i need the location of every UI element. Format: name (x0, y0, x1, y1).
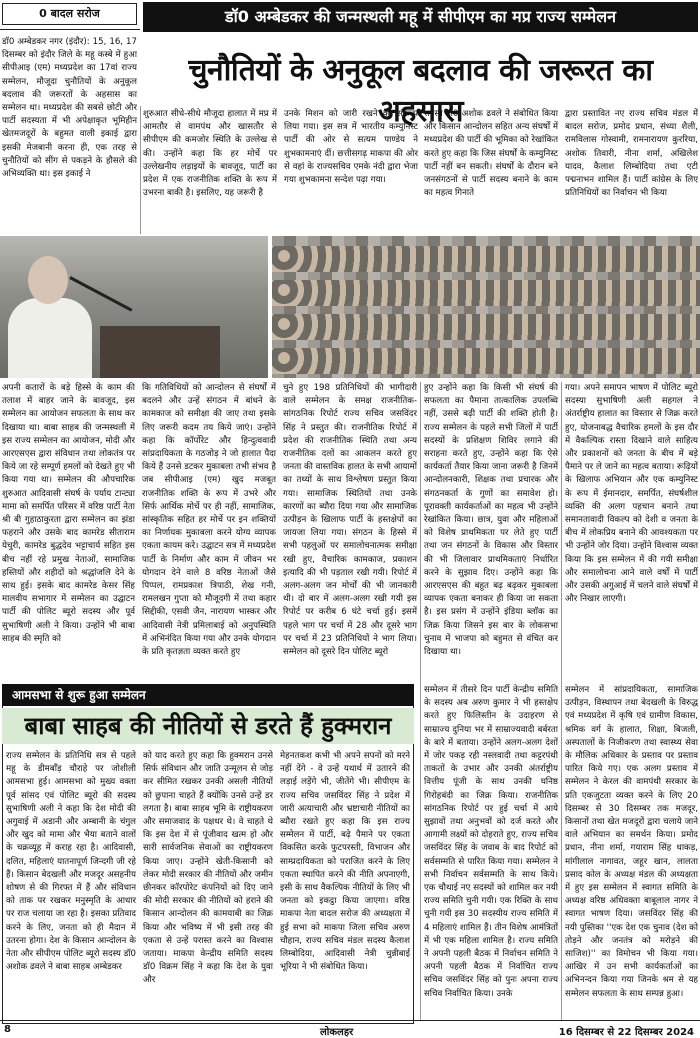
audience-photo (272, 236, 700, 378)
box-column-1: राज्य सम्मेलन के प्रतिनिधि सत्र से पहले महू के डीमबाँड़ चौराहे पर जोशीली आमसभा हुई। आमसभा को मुख्य वक्ता पूर्व सांसद एवं पोलिट ब्यूरो की सदस्य सुभाषिणी अली ने कहा कि देश मोदी की अगुवाई में अडानी और अम्बानी के चंगुल और खुद को मामा और भैया बताने वालों के चक्रव्यूह में कराह रहा है। आदिवासी, दलित, महिलाएं यातनापूर्ण जिन्दगी जी रहे हैं। किसान बेदखली और मजदूर असहनीय शोषण से की गिरफ्त में हैं और संविधान को ताक पर रखकर मनुस्मृति के आधार पर राज चलाया जा रहा है। इसका प्रतिवाद करने के लिए, जनता को ही मैदान में उतरना होगा। देश के किसान आन्दोलन के नेता और सीपीएम पोलिट ब्यूरो सदस्य डॉ0 अशोक ढवले ने बाबा साहब अम्बेडकर (6, 751, 136, 973)
column-rule (420, 382, 421, 1020)
page-number: 8 (4, 1024, 11, 1035)
divider (0, 29, 140, 30)
article-column-6: कि गतिविधियों को आन्दोलन से संघर्षों में बदलने और उन्हें संगठन में बांधने के कामकाज को समीक्षा की जाए तथा इसके लिए जरूरी कदम तय किये जाएं। उन्होंने कहा कि कॉर्पोरेट और हिन्दुत्ववादी सांप्रदायिकता के गठजोड़ ने जो हालात पैदा किये हैं उनसे डटकर मुकाबला तभी संभव है जब सीपीआइ (एम) खुद मजबूत राजनीतिक शक्ति के रूप में उभरे और सिर्फ आर्थिक मोर्चे पर ही नहीं, सामाजिक, सांस्कृतिक सहित हर मोर्चे पर इन शक्तियों का निर्णायक मुकाबला करने योग्य व्यापक एकता कायम करे। उद्घाटन सत्र में मध्यप्रदेश पार्टी के निर्माण और काम में जीवन भर योगदान देने वाले 8 वरिष्ठ नेताओं जैसे पिप्पल, रामप्रकाश त्रिपाठी, शेख गनी, रामलखन गुप्ता को मौजूदगी में तथा कहार सिद्दीकी, एसवी जैन, नारायण भास्कर और आदिवासी नेत्री प्रमिलाबाई को अनुपस्थिति में अभिनंदित किया गया और उनके योगदान के प्रति कृतज्ञता व्यक्त करते हुए (142, 383, 276, 658)
crowd-row (272, 348, 700, 374)
article-column-4: द्वारा प्रस्तावित नए राज्य सचिव मंडल में बादल सरोज, प्रमोद प्रधान, संध्या शैली, रामविलास गोस्वामी, रामनारायण कुररिया, अशोक तिवारी, नीना शर्मा, अखिलेश यादव, कैलाश लिम्बोदिया तथा एटी पद्मनाभन शामिल हैं। पार्टी कांग्रेस के लिए प्रतिनिधियों का निर्वाचन भी किया (565, 109, 698, 199)
crowd-row (272, 314, 700, 340)
podium (100, 326, 220, 378)
box-column-3: मेहनतकश कभी भी अपने सपनों को मरने नहीं देंगे - वे उन्हें यथार्थ में उतारने की लड़ाई लड़ेंगे भी, जीतेंगे भी। सीपीएम के राज्य सचिव जसविंदर सिंह ने प्रदेश में जारी अत्याचारी और भ्रष्टाचारी नीतियों का ब्यौरा रखते हुए कहा कि इस राज्य सम्मेलन में पार्टी, बढ़े पैमाने पर एकता विकसित करके फुटपरस्ती, विभाजन और साम्प्रदायिकता को पराजित करने के लिए एकता स्थापित करने की नीति अपनाएगी, इसी के साथ वैकल्पिक नीतियों के लिए भी जनता को इकट्ठा किया जाएगा। वरिष्ठ माकपा नेता बादल सरोज की अध्यक्षता में हुई सभा को माकपा जिला सचिव अरुण चौहान, राज्य सचिव मंडल सदस्य कैलाश लिम्बोदिया, आदिवासी नेत्री चुन्नीबाई भूरिया ने भी संबोधित किया। (280, 751, 410, 973)
page-footer (0, 1020, 700, 1038)
article-column-11: सम्मेलन में सांप्रदायिकता, सामाजिक उत्पीड़न, विस्थापन तथा बेदखली के विरुद्ध एवं मध्यप्रदेश में कृषि एवं ग्रामीण विकास, श्रमिक वर्ग के हालात, शिक्षा, बिजली, अस्पतालों के निजीकरण तथा स्वास्थ्य सेवा के मौलिक अधिकार के प्रस्ताव पर प्रस्ताव पारित किये गए। एक अलग प्रस्ताव में सम्मेलन ने केरल की वामपंथी सरकार के प्रति एकजुटता व्यक्त करने के लिए 20 दिसम्बर से 30 दिसम्बर तक मजदूर, किसानों तथा खेत मजदूरों द्वारा चलाये जाने वाले अभियान का समर्थन किया। प्रमोद प्रधान, नीना शर्मा, गयाराम सिंह धाकड़, मांगीलाल नागावत, जहूर खान, लालता प्रसाद कोल के अध्यक्ष मंडल की अध्यक्षता में हुए इस सम्मेलन में स्वागत समिति के अध्यक्ष वरिष्ठ अधिवक्ता बाबूलाल नागर ने स्वागत भाषण दिया। जसविंदर सिंह की नयी पुस्तिका ''एक देश एक चुनाव (देश को तोड़ने और जनतंत्र को मरोड़ने की साजिश)'' का विमोचन भी किया गया। आखिर में उन सभी कार्यकर्ताओं का अभिनन्दन किया गया जिनके श्रम से यह सम्मेलन सफलता के साथ सम्पन्न हुआ। (565, 685, 698, 999)
article-column-10: सम्मेलन में तीसरे दिन पार्टी केन्द्रीय समिति के सदस्य अब अरुण कुमार ने भी हस्तक्षेप करते हुए फिलिस्तीन के उदाहरण से साम्राज्य दुनिया भर में साम्राज्यवादी बर्बरता के बारे में बताया। उन्होंने अलग-अलग देशों में जोर पकड़ रही नस्लवादी तथा कट्टरपंथी ताकतों के उभार और उनकी अंतर्राष्ट्रीय वित्तीय पूंजी के साथ उनकी घनिष्ठ गिरोहबंदी का जिक्र किया। राजनीतिक सांगठनिक रिपोर्ट पर हुई चर्चा में आये सुझावों तथा अनुभवों को दर्ज करते और आगामी लक्ष्यों को दोहराते हुए, राज्य सचिव जसविंदर सिंह के जवाब के बाद रिपोर्ट को सर्वसम्मति से पारित किया गया। सम्मेलन ने सभी निर्वाचन सर्वसम्मति के साथ किये। एक चौथाई नए सदस्यों को शामिल कर नयी राज्य समिति चुनी गयी। एक रिक्ति के साथ चुनी गयी इस 30 सदस्यीय राज्य समिति में 4 महिलाएं शामिल हैं। तीन विशेष आमंत्रितों में भी एक महिला शामिल है। राज्य समिति ने अपनी पहली बैठक में निर्वाचन समिति ने अपनी पहली बैठक में निर्वाचित राज्य सचिव जसविंदर सिंह को पुनः अपना राज्य सचिव निर्वाचित किया। उनके (424, 685, 558, 999)
paper-name: लोकलहर (320, 1027, 354, 1038)
box-column-2: को याद करते हुए कहा कि हुक्मरान उनसे सिर्फ संविधान और जाति उन्मूलन से जोड़ कर सीमित रखकर उनकी असली नीतियों को छुपाना चाहते हैं क्योंकि उनसे उन्हें डर लगता है। बाबा साहब भूमि के राष्ट्रीयकरण और समाजवाद के पक्षधर थे। वे चाहते थे कि इस देश में से पूंजीवाद खत्म हो और सारी सार्वजनिक सेवाओं का राष्ट्रीयकरण किया जाए। उन्होंने खेती-किसानी को लेकर मोदी सरकार की नीतियों और जमीन छीनकर कॉरपोरेट कंपनियों को दिए जाने की मोदी सरकार की नीतियों को हराने की किसान आन्दोलन की कामयाबी का जिक्र किया और भविष्य में भी इसी तरह की एकता से उन्हें परास्त करने का विश्वास जताया। माकपा केन्द्रीय समिति सदस्य डॉ0 विक्रम सिंह ने कहा कि देश के युवा और (143, 751, 273, 986)
speaker-head (28, 256, 68, 304)
column-rule (561, 382, 562, 1020)
issue-date: 16 दिसम्बर से 22 दिसम्बर 2024 (558, 1027, 694, 1038)
top-banner: डॉ0 अम्बेडकर की जन्मस्थली महू में सीपीएम का मप्र राज्य सम्मेलन (143, 2, 698, 32)
headline: चुनौतियों के अनुकूल बदलाव की जरूरत का अहसास (188, 53, 653, 129)
speaker-photo (0, 236, 268, 378)
article-column-5: अपनी कतारों के बड़े हिस्से के काम की तलाश में बाहर जाने के बावजूद, इस सम्मेलन का आयोजन सफलता के साथ कर दिखाया था। बाबा साहब की जन्मस्थली में इस राज्य सम्मेलन का आयोजन, मोदी और आरएसएस द्वारा संविधान तथा लोकतंत्र पर किये जा रहे सम्पूर्ण हमलों को देखते हुए भी किया गया था। सम्मेलन की औपचारिक शुरुआत आदिवासी संघर्ष के पर्याय टान्ट्या मामा को समर्पित परिसर में वरिष्ठ पार्टी नेता श्री बी गुहाठाकुरता द्वारा सम्मेलन का झंडा फहराने और उसके बाद कामरेड सीताराम येचुरी, कामरेड बुद्धदेव भट्टाचार्य सहित इस बीच नहीं रहे प्रमुख नेताओं, सामाजिक हस्तियों और शहीदों को श्रद्धांजलि देने के साथ हुई। इसके बाद कामरेड केसर सिंह मालवीय सभागार में सम्मेलन का उद्घाटन पार्टी की पोलिट ब्यूरो सदस्य और पूर्व सुभाषिणी अली ने किया। उन्होंने भी बाबा साहब की स्मृति को (2, 383, 135, 644)
article-column-9: गया। अपने समापन भाषण में पोलिट ब्यूरो सदस्या सुभाषिणी अली सहगल ने अंतर्राष्ट्रीय हालात का विस्तार से जिक्र करते हुए, योजनाबद्ध वैचारिक हमलों के इस दौर में वैकल्पिक रास्ता दिखाने वाले साहित्य और प्रकाशनों को जनता के बीच में बड़े पैमाने पर ले जाने का महत्व बताया। रूढ़ियों के खिलाफ अभियान और एक कम्युनिस्ट के रूप में ईमानदार, समर्पित, संघर्षशील व्यक्ति की अलग पहचान बनाने तथा समानतावादी विकल्प को देशी व जनता के बीच में लोकप्रिय बनाने की आवश्यकता पर भी उन्होंने जोर दिया। उन्होंने विश्वास व्यक्त किया कि इस सम्मेलन में की गयी समीक्षा और समालोचना आने वाले वर्षों में पार्टी और उसकी अगुआई में चलने वाले संघर्षों में और निखार लाएगी। (565, 383, 698, 605)
article-column-7: चुने हुए 198 प्रतिनिधियों की भागीदारी वाले सम्मेलन के समक्ष राजनीतिक-सांगठनिक रिपोर्ट राज्य सचिव जसविंदर सिंह ने प्रस्तुत की। राजनीतिक रिपोर्ट में प्रदेश की राजनीतिक स्थिति तथा अन्य राजनीतिक दलों का आकलन करते हुए जनता की वास्तविक हालत के सभी आयामों का तथ्यों के साथ विश्लेषण प्रस्तुत किया गया। सामाजिक स्थितियों तथा उनके कारणों का ब्यौरा दिया गया और सामाजिक उत्पीड़न के खिलाफ पार्टी के हस्तक्षेपों का जायजा लिया गया। संगठन के हिस्से में सभी पहलुओं पर समालोचनात्मक समीक्षा रखी हुए, वैचारिक कामकाज, प्रकाशन इत्यादि की भी पड़ताल रखी गयी। रिपोर्ट में अलग-अलग जन मोर्चों की भी जानकारी थी। दो बार में अलग-अलग रखी गयी इस रिपोर्ट पर करीब 6 घंटे चर्चा हुई। इसमें पहले भाग पर चर्चा में 28 और दूसरे भाग पर चर्चा में 23 प्रतिनिधियों ने भाग लिया। सम्मेलन को दूसरे दिन पोलिट ब्यूरो (283, 383, 417, 658)
byline-box: 0 बादल सरोज (2, 3, 137, 25)
article-column-3: सदस्य डॉ0 अशोक ढवले ने संबोधित किया और किसान आन्दोलन सहित अन्य संघर्षों में मध्यप्रदेश की पार्टी की भूमिका को रेखांकित करते हुए कहा कि जिस संघर्षों के कम्युनिस्ट पार्टी नहीं बन सकती। संघर्षों के दौरान बने जनसंगठनों से पार्टी सदस्य बनाने के काम का महत्व गिनाते (424, 109, 558, 199)
intro-column: डॉ0 अम्बेडकर नगर (इंदौर): 15, 16, 17 दिसम्बर को इंदौर जिले के महू कस्बे में हुआ सीपीआइ (एम) मध्यप्रदेश का 17वां राज्य सम्मेलन, मौजूदा चुनौतियों के अनुकूल बदलाव की जरूरतों के अहसास का सम्मेलन था। मध्यप्रदेश की सबसे छोटी और पार्टी सदस्यता में भी अपेक्षाकृत भूमिहीन खेतमजदूरों के बहुमत वाली इकाई द्वारा इसकी मेजबानी करना ही, एक तरह से चुनौतियों को सींग से पकड़ने के हौसले की अभिव्यक्ति था। इस इकाई ने (2, 37, 137, 180)
sub-headline: बाबा साहब की नीतियों से डरते हैं हुक्मरान (2, 708, 414, 744)
column-rule (140, 106, 141, 234)
crowd-row (272, 280, 700, 306)
article-column-1: शुरुआत सीधे-सीधे मौजूदा हालात में मप्र में आमतौर से वामपंथ और खासतौर से सीपीएम की कमजोर स्थिति के उल्लेख से की। उन्होंने कहा कि हर मोर्चे पर उल्लेखनीय लड़ाइयों के बावजूद, पार्टी का प्रदेश में एक राजनीतिक शक्ति के रूप में उभरना बाकी है। इसलिए, यह जरूरी है (143, 109, 277, 199)
article-column-2: उनके मिशन को जारी रखने का संकल्प लिया गया। इस सत्र में भारतीय कम्युनिस्ट पार्टी की ओर से सत्यम पाण्डेय ने शुभकामनाएं दीं। छत्तीसगढ़ माकपा की ओर से वहां के राज्यसचिव एमके नंदी द्वारा भेजा गया शुभकामना सन्देश पढ़ा गया। (284, 109, 418, 186)
crowd-row (272, 246, 700, 272)
article-column-8: हुए उन्होंने कहा कि किसी भी संघर्ष की सफलता का पैमाना तात्कालिक उपलब्धि नहीं, उससे बढ़ी पार्टी की शक्ति होती है। राज्य सम्मेलन के पहले सभी जिलों में पार्टी सदस्यों के प्रशिक्षण शिविर लगाने की सराहना करते हुए, उन्होंने कहा कि ऐसे कार्यकर्ता तैयार किया जाना जरूरी है जिनमें आन्दोलनकारी, शिक्षक तथा प्रचारक और संगठनकर्ता के गुणों का समावेश हो। पूरावक्ती कार्यकर्ताओं का महत्व भी उन्होंने रेखांकित किया। छात्र, युवा और महिलाओं को विशेष प्राथमिकता पर लेते हुए पार्टी तथा जन संगठनों के विकास और विस्तार की भी जिलावार प्राथमिकताएं निर्धारित करने के सुझाव दिए। उन्होंने कहा कि आरएसएस की बहुत बढ़ बढ़कर मुकाबला व्यापक एकता बनाकर ही किया जा सकता है। इस प्रसंग में उन्होंने इंडिया ब्लॉक का जिक्र किया जिसने इस बार के लोकसभा चुनाव में भाजपा को बहुमत से वंचित कर दिखाया था। (424, 383, 558, 658)
photo-strip (0, 236, 700, 378)
speaker-figure (8, 298, 92, 378)
section-bar: आमसभा से शुरू हुआ सम्मेलन (2, 684, 414, 706)
